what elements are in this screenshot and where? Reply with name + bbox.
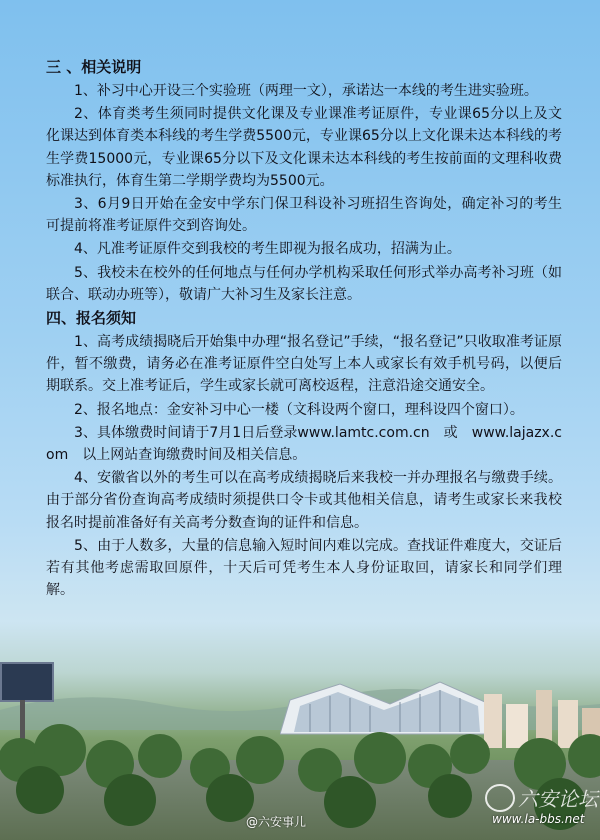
- svg-text:六安论坛: 六安论坛: [518, 787, 598, 811]
- section-4-title: 四、报名须知: [46, 309, 137, 328]
- weibo-handle: @六安事儿: [246, 815, 307, 829]
- section-4-item-1: 1、高考成绩揭晓后开始集中办理“报名登记”手续，“报名登记”只收取准考证原件，暂不缴费，请务必在准考证原件空白处写上本人或家长有效手机号码，以便后期联系。交上准考证后，学生或家长就可离校返程，注意沿途交通安全。: [46, 334, 562, 395]
- site-logo-watermark: [482, 776, 600, 840]
- billboard: [0, 662, 54, 702]
- site-url-watermark: www.la-bbs.net: [492, 812, 585, 826]
- weibo-watermark: [246, 813, 306, 830]
- section-4-item-3: 3、具体缴费时间请于7月1日后登录www.lamtc.com.cn 或 www.lajazx.com 以上网站查询缴费时间及相关信息。: [46, 424, 562, 464]
- notice-text: [46, 56, 562, 602]
- section-3-item-2: 2、体育类考生须同时提供文化课及专业课准考证原件，专业课65分以上及文化课达到体育类本科线的考生学费5500元，专业课65分以上文化课未达本科线的考生学费15000元，专业课65分以下及文化课未达本科线的考生按前面的文理科收费标准执行，体育生第二学期学费均为5500元。: [46, 106, 562, 189]
- section-4-item-5: 5、由于人数多，大量的信息输入短时间内难以完成。查找证件难度大，交证后若有其他考虑需取回原件，十天后可凭考生本人身份证取回，请家长和同学们理解。: [46, 537, 562, 599]
- section-4-item-4: 4、安徽省以外的考生可以在高考成绩揭晓后来我校一并办理报名与缴费手续。由于部分省份查询高考成绩时须提供口令卡或其他相关信息，请考生或家长来我校报名时提前准备好有关高考分数查询的证件和信息。: [46, 470, 562, 531]
- section-3-item-4: 4、凡准考证原件交到我校的考生即视为报名成功，招满为止。: [74, 241, 461, 258]
- section-3-title: 三 、相关说明: [46, 58, 142, 76]
- section-4-item-2: 2、报名地点：金安补习中心一楼（文科设两个窗口，理科设四个窗口）。: [74, 401, 524, 418]
- section-3-item-5: 5、我校未在校外的任何地点与任何办学机构采取任何形式举办高考补习班（如联合、联动办班等），敬请广大补习生及家长注意。: [46, 264, 562, 303]
- section-3-item-3: 3、6月9日开始在金安中学东门保卫科设补习班招生咨询处，确定补习的考生可提前将准考证原件交到咨询处。: [46, 196, 562, 235]
- section-3-item-1: 1、补习中心开设三个实验班（两理一文），承诺达一本线的考生进实验班。: [74, 83, 538, 99]
